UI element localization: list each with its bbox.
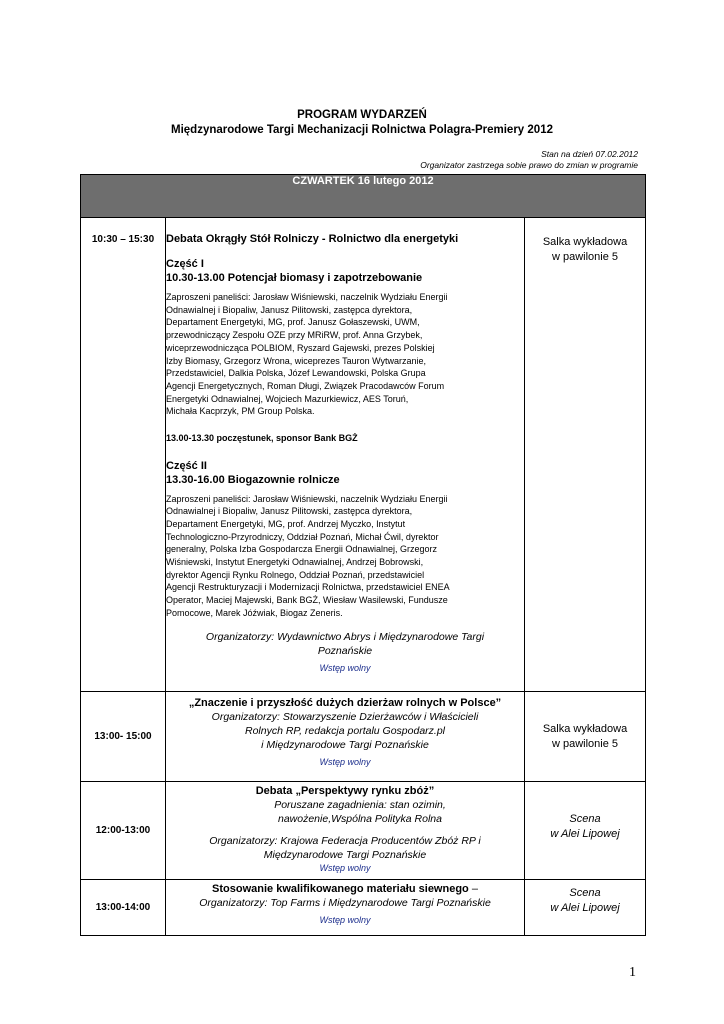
panelist-line: Zaproszeni paneliści: Jarosław Wiśniewski, naczelnik Wydziału Energii — [166, 292, 448, 302]
entry-free: Wstęp wolny — [319, 662, 371, 673]
event-time-cell — [81, 782, 166, 880]
organizer-line: Międzynarodowe Targi Poznańskie — [263, 849, 427, 861]
place-line: Salka wykładowa — [542, 236, 628, 248]
event-row — [81, 880, 646, 936]
topic-line: Poruszane zagadnienia: stan ozimin, — [274, 799, 446, 811]
status-disclaimer: Organizator zastrzega sobie prawo do zmian w programie — [420, 160, 638, 170]
event-time: 10:30 – 15:30 — [91, 234, 155, 245]
event-time-cell — [81, 218, 166, 692]
event-organizers — [166, 710, 524, 752]
panelist-line: Agencji Restrukturyzacji i Modernizacji Rolnictwa, przedstawiciel ENEA — [166, 582, 450, 593]
part1-panelists — [166, 291, 524, 418]
panelist-line: Zaproszeni paneliści: Jarosław Wiśniewski, naczelnik Wydziału Energii — [166, 493, 448, 504]
event-title: Debata Okrągły Stół Rolniczy - Rolnictwo dla energetyki — [166, 233, 459, 245]
day-header: CZWARTEK 16 lutego 2012 — [81, 175, 646, 218]
place-line: Scena — [569, 887, 601, 899]
event-time-cell — [81, 880, 166, 936]
part2-title: 13.30-16.00 Biogazownie rolnicze — [166, 473, 340, 486]
organizer-line: Poznańskie — [317, 644, 373, 657]
event-organizers — [166, 834, 524, 862]
event-title: Stosowanie kwalifikowanego materiału siewnego — [212, 883, 469, 895]
panelist-line: generalny, Polska Izba Gospodarcza Energii Odnawialnej, Grzegorz — [166, 544, 437, 555]
program-table — [80, 174, 646, 936]
panelist-line: Pomocowe, Marek Jóźwiak, Biogaz Zeneris. — [166, 607, 343, 618]
organizer-line: Rolnych RP, redakcja portalu Gospodarz.pl — [245, 725, 445, 737]
event-place — [525, 782, 646, 880]
event-place — [525, 692, 646, 782]
panelist-line: Wiśniewski, Instytut Energetyki Odnawialnej, Andrzej Bobrowski, — [166, 557, 424, 568]
organizer-line: Organizatorzy: Wydawnictwo Abrys i Międzynarodowe Targi — [205, 630, 485, 643]
event-place — [525, 880, 646, 936]
document-title: PROGRAM WYDARZEŃ — [297, 109, 427, 121]
panelist-line: Technologiczno-Przyrodniczy, Oddział Poznań, Michał Ćwil, dyrektor — [166, 531, 439, 542]
title-dash: – — [468, 883, 478, 895]
part2-panelists — [166, 493, 524, 620]
panelist-line: Odnawialnej i Biopaliw, Janusz Pilitowski, zastępca dyrektora, — [166, 304, 413, 315]
day-header-row — [81, 175, 646, 218]
organizer-line: i Międzynarodowe Targi Poznańskie — [261, 739, 429, 751]
part2-label: Część II — [166, 459, 207, 472]
status-date: Stan na dzień 07.02.2012 — [541, 149, 638, 159]
event-row — [81, 782, 646, 880]
panelist-line: Agencji Energetycznych, Roman Długi, Związek Pracodawców Forum — [166, 380, 445, 391]
part1-title: 10.30-13.00 Potencjał biomasy i zapotrzebowanie — [166, 272, 423, 284]
panelist-line: Operator, Maciej Majewski, Bank BGŻ, Wiesław Wasilewski, Fundusze — [166, 595, 448, 606]
place-line: w Alei Lipowej — [550, 902, 620, 914]
panelist-line: Odnawialnej i Biopaliw, Janusz Pilitowski, zastępca dyrektora, — [166, 506, 413, 517]
panelist-line: dyrektor Agencji Rynku Rolnego, Oddział Poznań, przedstawiciel — [166, 569, 425, 580]
status-note — [420, 149, 638, 171]
event-row — [81, 692, 646, 782]
document-subtitle: Międzynarodowe Targi Mechanizacji Rolnictwa Polagra-Premiery 2012 — [171, 124, 553, 136]
organizer-line: Organizatorzy: Stowarzyszenie Dzierżawców i Właścicieli — [211, 711, 479, 723]
event-time: 13:00- 15:00 — [94, 731, 152, 742]
topic-line: nawożenie,Wspólna Polityka Rolna — [277, 813, 442, 825]
event-organizers — [166, 896, 524, 910]
panelist-line: wiceprzewodnicząca POLBIOM, Ryszard Gajewski, prezes Polskiej — [166, 342, 435, 353]
event-title: Debata „Perspektywy rynku zbóż” — [255, 785, 435, 797]
page-number: 1 — [629, 965, 636, 980]
event-title: „Znaczenie i przyszłość dużych dzierżaw rolnych w Polsce” — [188, 697, 502, 709]
event-content — [166, 782, 525, 880]
event-row — [81, 218, 646, 692]
panelist-line: Izby Biomasy, Grzegorz Wrona, wiceprezes Tauron Wytwarzanie, — [166, 355, 427, 366]
event-title-line — [166, 882, 524, 896]
entry-free: Wstęp wolny — [319, 915, 371, 925]
place-line: w Alei Lipowej — [550, 828, 620, 840]
panelist-line: Departament Energetyki, MG, prof. Andrzej Myczko, Instytut — [166, 518, 406, 529]
event-content — [166, 880, 525, 936]
entry-free: Wstęp wolny — [319, 863, 371, 873]
event-place — [525, 218, 646, 692]
panelist-line: Michała Kacprzyk, PM Group Polska. — [166, 406, 315, 417]
event-time: 12:00-13:00 — [95, 825, 151, 836]
panelist-line: przewodniczący Zespołu OZE przy MRiRW, prof. Anna Grzybek, — [166, 330, 423, 341]
part1-label: Część I — [166, 258, 204, 270]
event-content — [166, 218, 525, 692]
event-time-cell — [81, 692, 166, 782]
organizer-line: Organizatorzy: Krajowa Federacja Producentów Zbóż RP i — [209, 835, 481, 847]
organizer-line: Organizatorzy: Top Farms i Międzynarodowe Targi Poznańskie — [199, 897, 491, 909]
place-line: w pawilonie 5 — [551, 737, 619, 750]
place-line: w pawilonie 5 — [551, 251, 619, 263]
event-content — [166, 692, 525, 782]
place-line: Scena — [569, 813, 601, 825]
entry-free: Wstęp wolny — [319, 757, 371, 767]
panelist-line: Energetyki Odnawialnej, Wojciech Mazurkiewicz, AES Toruń, — [166, 393, 409, 404]
event-organizers — [166, 630, 524, 658]
place-line: Salka wykładowa — [542, 722, 628, 735]
panelist-line: Przedstawiciel, Dalkia Polska, Józef Lewandowski, Polska Grupa — [166, 368, 426, 379]
event-topics — [166, 798, 524, 826]
panelist-line: Departament Energetyki, MG, prof. Janusz Gołaszewski, UWM, — [166, 317, 420, 328]
break-info: 13.00-13.30 poczęstunek, sponsor Bank BGŻ — [166, 433, 358, 444]
event-time: 13:00-14:00 — [95, 902, 151, 913]
